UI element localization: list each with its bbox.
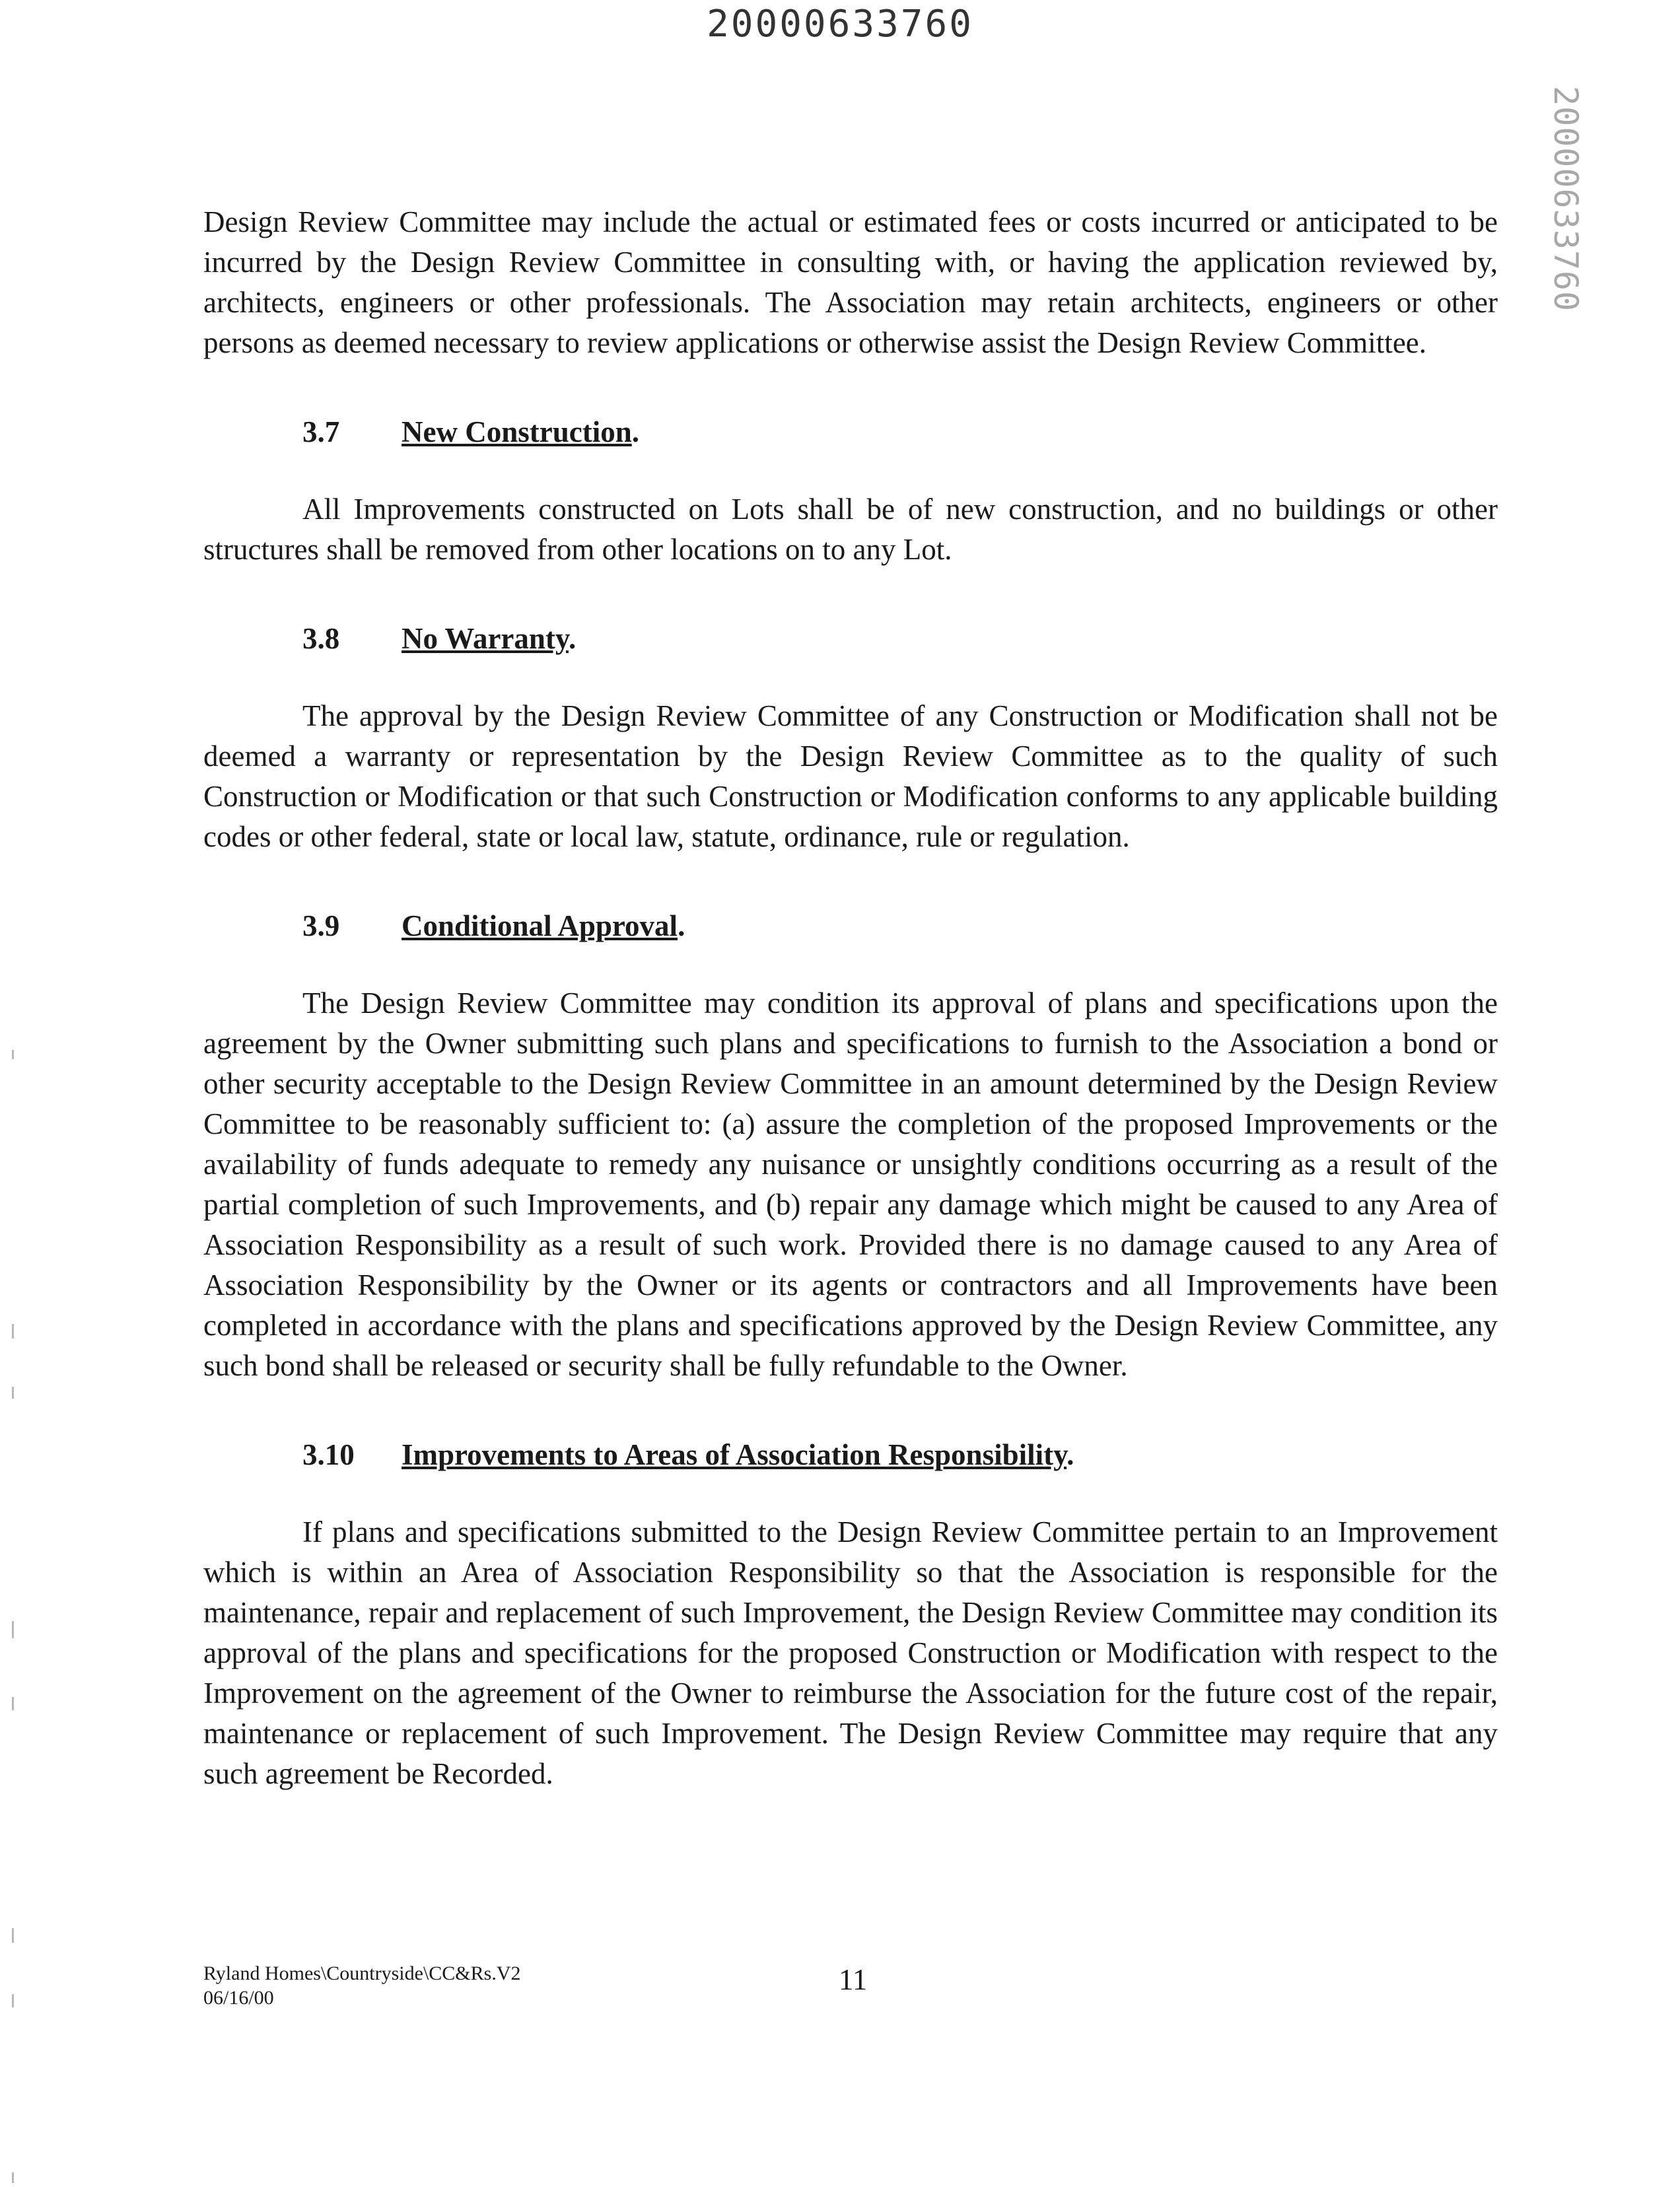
section-title: Improvements to Areas of Association Responsibility [402, 1438, 1067, 1471]
section-title-period: . [678, 909, 685, 942]
footer-file-info [203, 1961, 520, 2010]
page-number: 11 [839, 1963, 868, 1996]
scan-artifact [12, 1994, 14, 2007]
section-heading-3-8 [203, 619, 1498, 659]
section-number: 3.10 [302, 1438, 355, 1471]
scan-artifact [12, 1621, 14, 1638]
footer-date: 06/16/00 [203, 1987, 274, 2009]
intro-paragraph: Design Review Committee may include the actual or estimated fees or costs incurred or anticipated to be incurred by the Design Review Committee in consulting with, or having the application reviewed by, architects, engineers or other professionals. The Association may retain architects, engineers or other persons as deemed necessary to review applications or otherwise assist the Design Review Committee. [203, 205, 1498, 359]
document-body [203, 202, 1498, 1794]
scan-artifact [12, 1387, 14, 1399]
section-heading-3-9 [203, 906, 1498, 946]
section-number: 3.9 [302, 909, 340, 942]
scan-artifact [12, 1928, 14, 1943]
section-body-3-9: The Design Review Committee may condition its approval of plans and specifications upon the agreement by the Owner submitting such plans and specifications to furnish to the Association a bond or other security acceptable to the Design Review Committee in an amount determined by the Design Review Committee to be reasonably sufficient to: (a) assure the completion of the proposed Improvements or the availability of funds adequate to remedy any nuisance or unsightly conditions occurring as a result of the partial completion of such Improvements, and (b) repair any damage which might be caused to any Area of Association Responsibility as a result of such work. Provided there is no damage caused to any Area of Association Responsibility by the Owner or its agents or contractors and all Improvements have been completed in accordance with the plans and specifications approved by the Design Review Committee, any such bond shall be released or security shall be fully refundable to the Owner. [203, 987, 1498, 1382]
section-body-3-8: The approval by the Design Review Committee of any Construction or Modification shall not be deemed a warranty or representation by the Design Review Committee as to the quality of such Construction or Modification or that such Construction or Modification conforms to any applicable building codes or other federal, state or local law, statute, ordinance, rule or regulation. [203, 699, 1498, 853]
scan-artifact [12, 1697, 14, 1710]
scan-artifact [12, 1050, 14, 1059]
document-number: 20000633760 [707, 3, 973, 46]
section-title: New Construction [402, 415, 632, 448]
section-body-3-7: All Improvements constructed on Lots shall be of new construction, and no buildings or other structures shall be removed from other locations on to any Lot. [203, 493, 1498, 566]
footer-file-path: Ryland Homes\Countryside\CC&Rs.V2 [203, 1962, 521, 1984]
scan-artifact [12, 2172, 14, 2183]
section-heading-3-10 [203, 1435, 1498, 1475]
section-title-period: . [631, 415, 639, 448]
section-body-3-10: If plans and specifications submitted to the Design Review Committee pertain to an Improvement which is within an Area of Association Responsibility so that the Association is responsible for the maintenance, repair and replacement of such Improvement, the Design Review Committee may condition its approval of the plans and specifications for the proposed Construction or Modification with respect to the Improvement on the agreement of the Owner to reimburse the Association for the future cost of the repair, maintenance or replacement of such Improvement. The Design Review Committee may require that any such agreement be Recorded. [203, 1515, 1498, 1790]
section-title-period: . [568, 622, 577, 655]
section-heading-3-7 [203, 412, 1498, 452]
section-title: No Warranty [402, 622, 569, 655]
side-stamp-number: 20000633760 [1547, 86, 1585, 312]
section-title-period: . [1067, 1438, 1074, 1471]
section-title: Conditional Approval [402, 909, 678, 942]
scan-artifact [12, 1324, 14, 1338]
section-number: 3.8 [302, 622, 340, 655]
section-number: 3.7 [302, 415, 340, 448]
